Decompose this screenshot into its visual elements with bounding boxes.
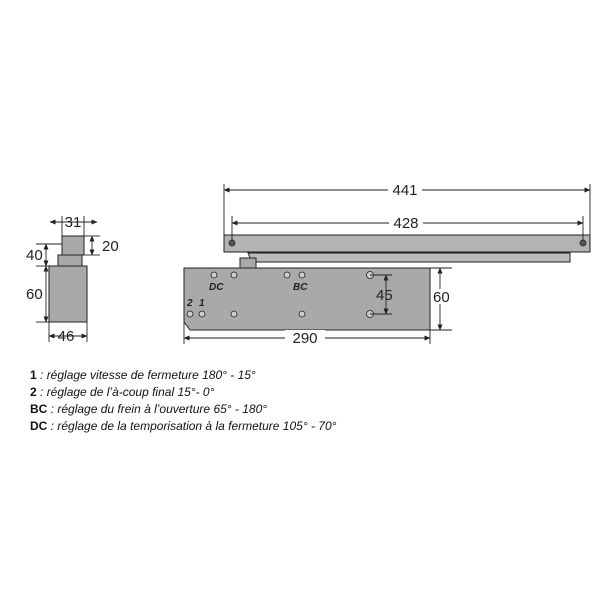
legend-item-1 [30, 367, 336, 384]
side-connector [58, 255, 82, 266]
side-view [26, 214, 119, 345]
side-top-block [62, 236, 84, 255]
valve-1 [187, 311, 193, 317]
valve-label-bc: BC [293, 282, 308, 293]
legend-item-bc [30, 401, 336, 418]
valve-2 [199, 311, 205, 317]
closer-body [184, 268, 430, 330]
rail-screw-right [580, 240, 586, 246]
label-rail-length: 428 [393, 215, 419, 232]
valve-label-1: 1 [199, 298, 205, 309]
label-body-height: 60 [433, 289, 450, 306]
valve-mid-4 [299, 311, 305, 317]
valve-label-2: 2 [187, 298, 193, 309]
slide-arm [248, 253, 570, 262]
legend [30, 367, 336, 435]
label-side-height-top: 20 [102, 238, 119, 255]
legend-text: : réglage de l’à-coup final 15°- 0° [36, 385, 215, 399]
valve-bc [299, 272, 305, 278]
side-body [49, 266, 87, 322]
legend-item-2 [30, 384, 336, 401]
valve-mid-3 [231, 311, 237, 317]
valve-mid-1 [231, 272, 237, 278]
label-side-height: 60 [26, 286, 43, 303]
legend-item-dc [30, 418, 336, 435]
label-total-length: 441 [392, 182, 418, 199]
label-body-length: 290 [292, 330, 318, 347]
valve-label-dc: DC [209, 282, 224, 293]
front-view [184, 181, 590, 347]
legend-text: : réglage du frein à l’ouverture 65° - 180° [47, 402, 268, 416]
legend-code: BC [30, 402, 48, 416]
rail-screw-left [229, 240, 235, 246]
legend-code: DC [30, 419, 48, 433]
label-side-offset: 40 [26, 247, 43, 264]
legend-code: 2 [30, 385, 37, 399]
valve-mid-2 [284, 272, 290, 278]
legend-text: : réglage de la temporisation à la fermeture 105° - 70° [47, 419, 337, 433]
slide-rail [224, 235, 590, 252]
dim-side-height-top [84, 236, 100, 255]
legend-code: 1 [30, 368, 37, 382]
valve-dc [211, 272, 217, 278]
label-side-width-top: 31 [64, 214, 82, 231]
label-side-width-bottom: 46 [57, 328, 75, 345]
legend-text: : réglage vitesse de fermeture 180° - 15° [36, 368, 256, 382]
label-hole-spacing: 45 [376, 287, 393, 304]
